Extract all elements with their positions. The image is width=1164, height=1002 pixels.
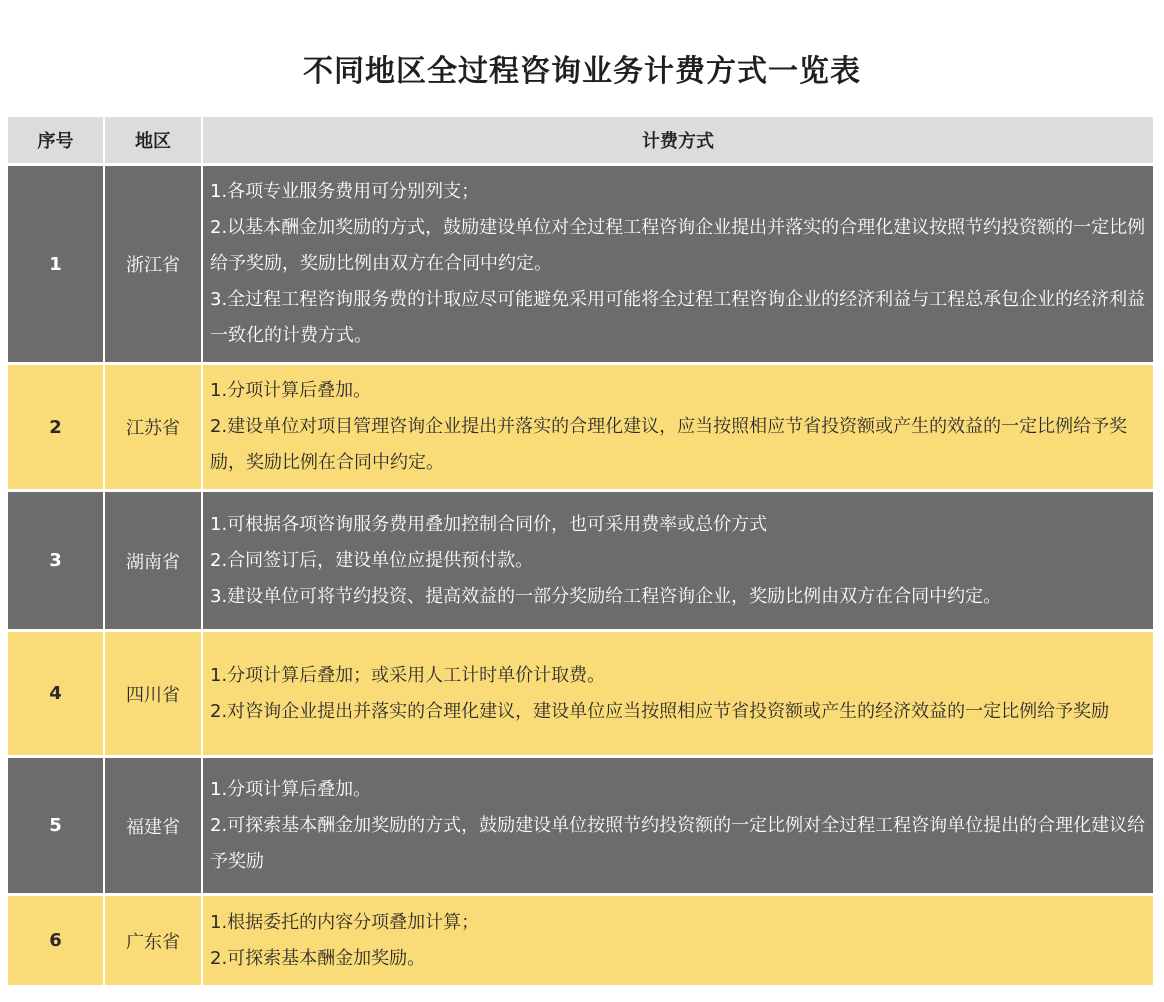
row-method: [202, 165, 1153, 364]
table-row: [8, 757, 1153, 895]
row-seq: 3: [8, 491, 104, 631]
table-row: [8, 491, 1153, 631]
row-region: 江苏省: [104, 364, 202, 491]
method-line: 2.以基本酬金加奖励的方式，鼓励建设单位对全过程工程咨询企业提出并落实的合理化建议按照节约投资额的一定比例给予奖励，奖励比例由双方在合同中约定。: [210, 217, 1146, 274]
row-seq: 6: [8, 895, 104, 987]
method-line: 1.分项计算后叠加。: [210, 778, 372, 800]
row-seq: 2: [8, 364, 104, 491]
method-line: 2.合同签订后，建设单位应提供预付款。: [210, 549, 534, 571]
row-region: 四川省: [104, 631, 202, 757]
page-title: 不同地区全过程咨询业务计费方式一览表: [303, 54, 861, 89]
row-method: [202, 491, 1153, 631]
header-method: 计费方式: [202, 117, 1153, 165]
row-method: [202, 895, 1153, 987]
method-line: 1.根据委托的内容分项叠加计算；: [210, 911, 480, 933]
table-row: [8, 364, 1153, 491]
method-line: 2.建设单位对项目管理咨询企业提出并落实的合理化建议，应当按照相应节省投资额或产生的效益的一定比例给予奖励，奖励比例在合同中约定。: [210, 416, 1128, 473]
row-region: 湖南省: [104, 491, 202, 631]
method-line: 2.可探索基本酬金加奖励的方式，鼓励建设单位按照节约投资额的一定比例对全过程工程咨询单位提出的合理化建议给予奖励: [210, 814, 1146, 872]
row-method: [202, 364, 1153, 491]
method-line: 1.分项计算后叠加；或采用人工计时单价计取费。: [210, 664, 606, 686]
method-line: 2.对咨询企业提出并落实的合理化建议，建设单位应当按照相应节省投资额或产生的经济效益的一定比例给予奖励: [210, 700, 1110, 722]
row-region: 福建省: [104, 757, 202, 895]
method-line: 2.可探索基本酬金加奖励。: [210, 947, 426, 969]
row-seq: 1: [8, 165, 104, 364]
method-line: 1.分项计算后叠加。: [210, 380, 372, 401]
table-row: [8, 895, 1153, 987]
method-line: 1.各项专业服务费用可分别列支；: [210, 181, 480, 202]
table-row: [8, 631, 1153, 757]
table-header-row: [8, 117, 1153, 165]
table-row: [8, 165, 1153, 364]
header-seq: 序号: [8, 117, 104, 165]
billing-table: [8, 117, 1153, 988]
row-region: 广东省: [104, 895, 202, 987]
row-method: [202, 631, 1153, 757]
method-line: 3.建设单位可将节约投资、提高效益的一部分奖励给工程咨询企业，奖励比例由双方在合同中约定。: [210, 585, 1002, 607]
row-method: [202, 757, 1153, 895]
row-region: 浙江省: [104, 165, 202, 364]
row-seq: 5: [8, 757, 104, 895]
row-seq: 4: [8, 631, 104, 757]
header-region: 地区: [104, 117, 202, 165]
method-line: 3.全过程工程咨询服务费的计取应尽可能避免采用可能将全过程工程咨询企业的经济利益与工程总承包企业的经济利益一致化的计费方式。: [210, 289, 1146, 346]
method-line: 1.可根据各项咨询服务费用叠加控制合同价，也可采用费率或总价方式: [210, 513, 768, 535]
